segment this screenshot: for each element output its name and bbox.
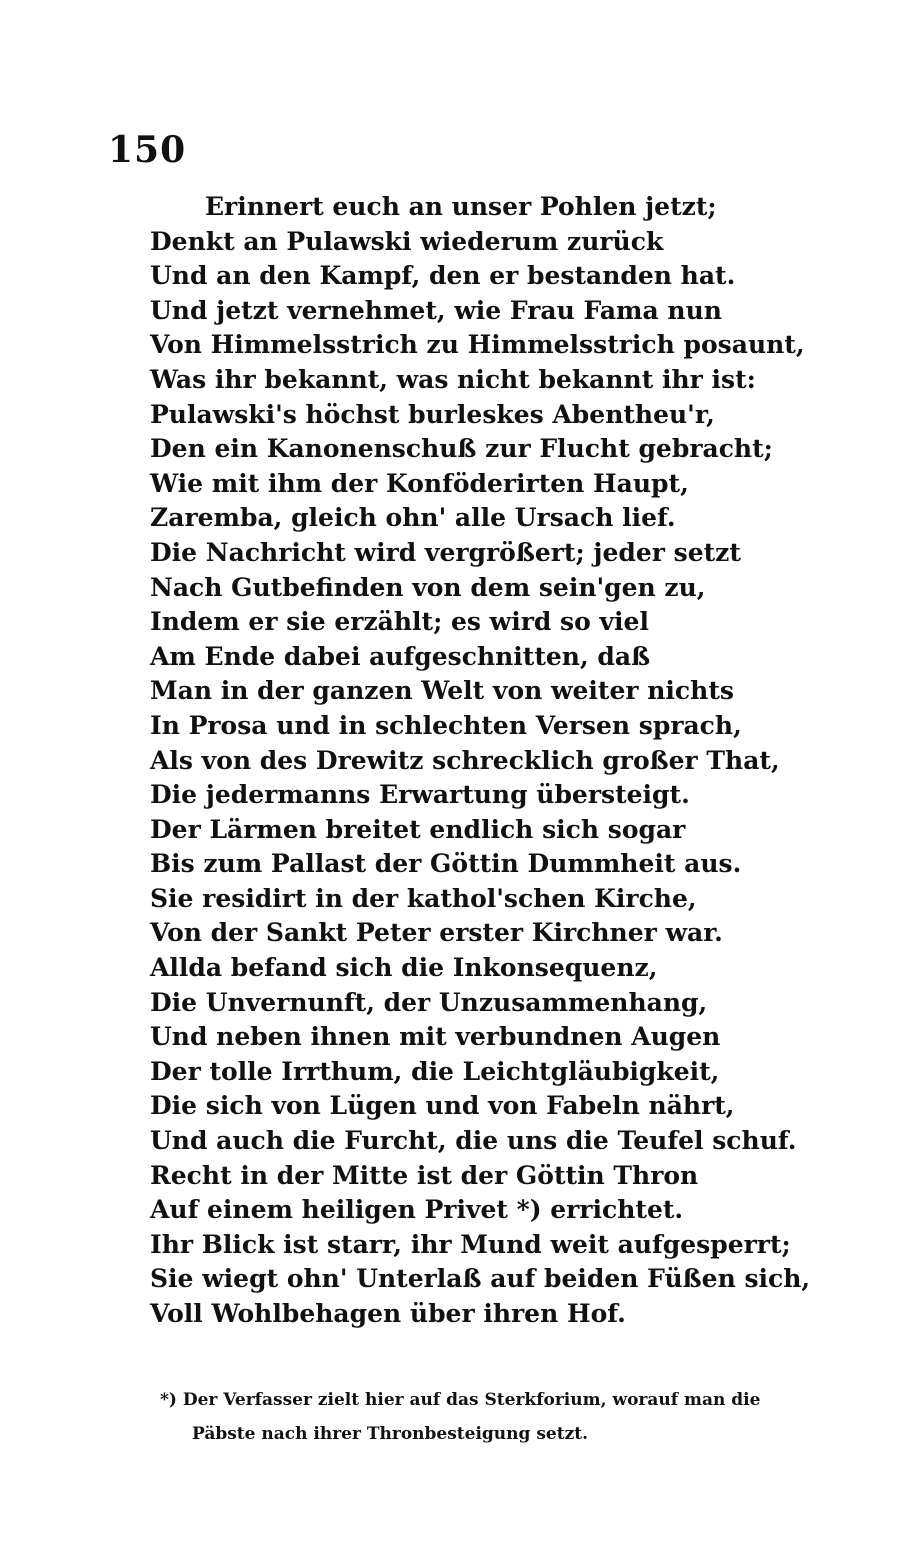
- poem-line: Der Lärmen breitet endlich sich sogar: [150, 814, 686, 844]
- poem-line: Zaremba, gleich ohn' alle Ursach lief.: [150, 503, 676, 533]
- footnote-line: Päbste nach ihrer Thronbesteigung setzt.: [192, 1424, 588, 1444]
- poem-line: Indem er sie erzählt; es wird so viel: [150, 607, 649, 637]
- poem-line: Auf einem heiligen Privet *) errichtet.: [150, 1195, 684, 1225]
- poem-line: Allda befand sich die Inkonsequenz,: [150, 953, 658, 983]
- poem-line: Und auch die Furcht, die uns die Teufel schuf.: [150, 1126, 797, 1156]
- footnote-line: *) Der Verfasser zielt hier auf das Sterkforium, worauf man die: [160, 1390, 761, 1410]
- poem-line: Erinnert euch an unser Pohlen jetzt;: [205, 192, 717, 221]
- poem-line: Man in der ganzen Welt von weiter nichts: [150, 676, 734, 706]
- poem-line: Der tolle Irrthum, die Leichtgläubigkeit,: [150, 1056, 720, 1086]
- poem-line: Und neben ihnen mit verbundnen Augen: [150, 1022, 721, 1052]
- poem-line: Von Himmelsstrich zu Himmelsstrich posaunt,: [150, 330, 805, 360]
- poem-line: Was ihr bekannt, was nicht bekannt ihr ist:: [150, 364, 756, 394]
- poem-text: [150, 190, 850, 1332]
- poem-line: Und jetzt vernehmet, wie Frau Fama nun: [150, 295, 722, 325]
- poem-line: Bis zum Pallast der Göttin Dummheit aus.: [150, 849, 742, 879]
- poem-line: Und an den Kampf, den er bestanden hat.: [150, 261, 736, 291]
- poem-line: Die sich von Lügen und von Fabeln nährt,: [150, 1091, 735, 1121]
- poem-line: Als von des Drewitz schrecklich großer That,: [150, 745, 780, 775]
- poem-line: Wie mit ihm der Konföderirten Haupt,: [150, 468, 689, 498]
- poem-line: Am Ende dabei aufgeschnitten, daß: [150, 641, 651, 671]
- footnote: [160, 1383, 850, 1451]
- page-number: 150: [108, 129, 187, 171]
- poem-line: Voll Wohlbehagen über ihren Hof.: [150, 1299, 626, 1328]
- poem-line: Denkt an Pulawski wiederum zurück: [150, 226, 664, 256]
- poem-line: Sie residirt in der kathol'schen Kirche,: [150, 883, 697, 913]
- poem-line: Die Nachricht wird vergrößert; jeder setzt: [150, 537, 741, 567]
- poem-line: Nach Gutbefinden von dem sein'gen zu,: [150, 572, 706, 602]
- poem-line: In Prosa und in schlechten Versen sprach,: [150, 710, 742, 740]
- poem-line: Von der Sankt Peter erster Kirchner war.: [150, 918, 723, 948]
- poem-line: Ihr Blick ist starr, ihr Mund weit aufgesperrt;: [150, 1229, 791, 1259]
- poem-line: Die jedermanns Erwartung übersteigt.: [150, 780, 690, 810]
- poem-line: Sie wiegt ohn' Unterlaß auf beiden Füßen sich,: [150, 1264, 811, 1294]
- poem-line: Den ein Kanonenschuß zur Flucht gebracht;: [150, 434, 773, 464]
- poem-line: Pulawski's höchst burleskes Abentheu'r,: [150, 399, 715, 429]
- poem-line: Recht in der Mitte ist der Göttin Thron: [150, 1160, 699, 1190]
- poem-line: Die Unvernunft, der Unzusammenhang,: [150, 987, 708, 1017]
